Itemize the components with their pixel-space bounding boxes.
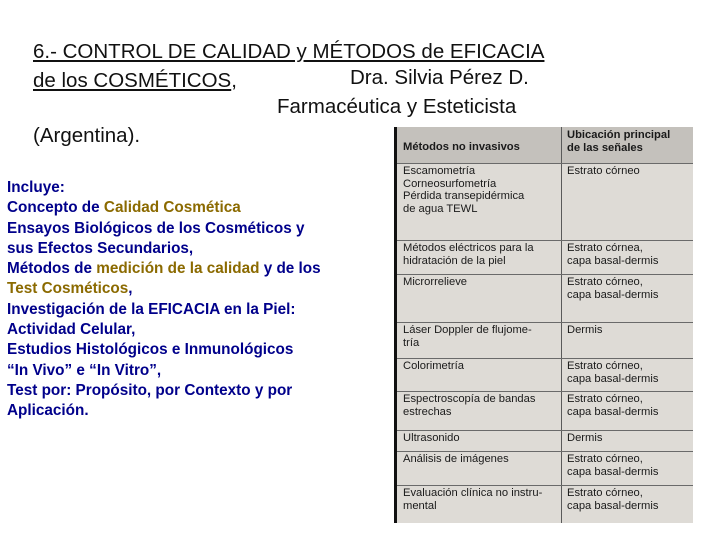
table-row	[397, 391, 693, 431]
method-cell	[403, 324, 558, 349]
table-row	[397, 240, 693, 275]
body-line	[7, 198, 392, 218]
method-cell	[403, 242, 558, 267]
cell-line: Estrato córneo,	[567, 393, 643, 405]
highlight-text: Calidad Cosmética	[103, 199, 241, 217]
highlight-text: Test Cosméticos	[7, 280, 129, 298]
location-cell	[567, 360, 691, 385]
includes-text-block	[7, 178, 392, 422]
cell-line: Escamometría	[403, 165, 476, 177]
cell-line: Evaluación clínica no instru-	[403, 487, 543, 499]
body-line: Ensayos Biológicos de los Cosméticos y	[7, 219, 305, 237]
body-text: ,	[128, 280, 133, 298]
table-row	[397, 274, 693, 323]
cell-line: Estrato córneo	[567, 165, 640, 177]
title-comma: ,	[231, 69, 237, 92]
cell-line: Métodos eléctricos para la	[403, 242, 534, 254]
method-cell	[403, 453, 558, 466]
cell-line: Espectroscopía de bandas	[403, 393, 536, 405]
includes-label: Incluye:	[7, 179, 65, 196]
cell-line: Estrato córneo,	[567, 453, 643, 465]
cell-line: Análisis de imágenes	[403, 453, 509, 465]
location-cell	[567, 165, 691, 178]
cell-line: Dermis	[567, 324, 603, 336]
header-line: Ubicación principal	[567, 129, 671, 141]
location-cell	[567, 393, 691, 418]
body-line: Estudios Histológicos e Inmunológicos	[7, 341, 294, 359]
cell-line: Dermis	[567, 432, 603, 444]
body-line: Test por: Propósito, por Contexto y por	[7, 381, 293, 399]
location-cell	[567, 487, 691, 512]
cell-line: Estrato córneo,	[567, 360, 643, 372]
table-row	[397, 358, 693, 392]
body-line: sus Efectos Secundarios,	[7, 239, 194, 257]
body-line	[7, 279, 392, 299]
body-text: Concepto de	[7, 199, 104, 217]
cell-line: capa basal-dermis	[567, 405, 659, 418]
author-country: (Argentina).	[33, 124, 141, 147]
cell-line: hidratación de la piel	[403, 254, 506, 267]
title-line-2-text: de los COSMÉTICOS	[33, 69, 232, 92]
table-header-methods: Métodos no invasivos	[403, 141, 520, 153]
cell-line: Corneosurfometría	[403, 177, 497, 190]
table-row	[397, 163, 693, 241]
cell-line: Láser Doppler de flujome-	[403, 324, 532, 336]
cell-line: capa basal-dermis	[567, 465, 659, 478]
table-header-location	[567, 129, 670, 154]
cell-line: tría	[403, 336, 420, 349]
highlight-text: medición de la calidad	[96, 260, 260, 278]
cell-line: capa basal-dermis	[567, 372, 659, 385]
author-name: Dra. Silvia Pérez D.	[350, 66, 529, 89]
body-line: Actividad Celular,	[7, 321, 136, 339]
cell-line: Pérdida transepidérmica	[403, 190, 525, 203]
header-line: de las señales	[567, 141, 643, 154]
method-cell	[403, 165, 558, 215]
cell-line: Estrato córnea,	[567, 242, 643, 254]
title-line-1: 6.- CONTROL DE CALIDAD y MÉTODOS de EFICACIA	[33, 40, 545, 63]
method-cell	[403, 487, 558, 512]
cell-line: capa basal-dermis	[567, 254, 659, 267]
cell-line: de agua TEWL	[403, 202, 478, 215]
body-line	[7, 259, 392, 279]
body-line: “In Vivo” e “In Vitro”,	[7, 361, 162, 379]
cell-line: estrechas	[403, 405, 452, 418]
method-cell	[403, 393, 558, 418]
location-cell	[567, 324, 691, 337]
method-cell	[403, 276, 558, 289]
cell-line: mental	[403, 499, 437, 512]
methods-table	[394, 127, 693, 523]
location-cell	[567, 276, 691, 301]
author-role: Farmacéutica y Esteticista	[277, 95, 517, 118]
cell-line: Ultrasonido	[403, 432, 460, 444]
method-cell	[403, 432, 558, 445]
location-cell	[567, 242, 691, 267]
body-text: Métodos de	[7, 260, 97, 278]
table-row	[397, 322, 693, 359]
cell-line: capa basal-dermis	[567, 288, 659, 301]
method-cell	[403, 360, 558, 373]
cell-line: Colorimetría	[403, 360, 464, 372]
location-cell	[567, 432, 691, 445]
body-line: Aplicación.	[7, 402, 89, 420]
table-row	[397, 430, 693, 452]
location-cell	[567, 453, 691, 478]
body-text: y de los	[259, 260, 321, 278]
cell-line: capa basal-dermis	[567, 499, 659, 512]
cell-line: Microrrelieve	[403, 276, 468, 288]
table-row	[397, 451, 693, 486]
table-row	[397, 485, 693, 523]
body-line: Investigación de la EFICACIA en la Piel:	[7, 300, 296, 318]
cell-line: Estrato córneo,	[567, 487, 643, 499]
table-header	[397, 127, 693, 163]
cell-line: Estrato córneo,	[567, 276, 643, 288]
